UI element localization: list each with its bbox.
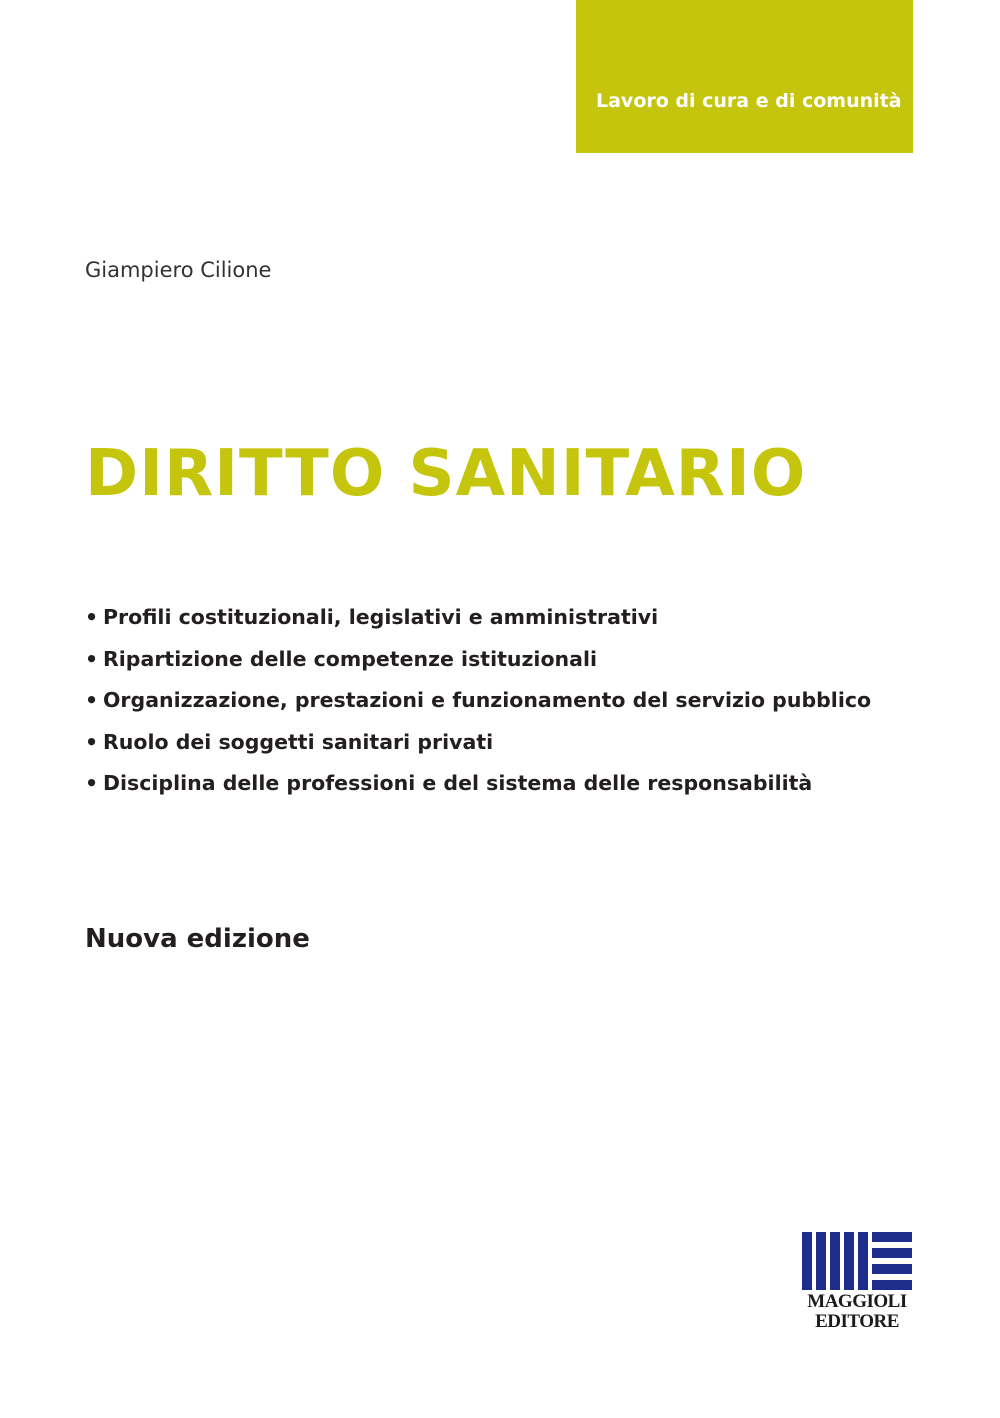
- publisher-subname: EDITORE: [815, 1311, 899, 1332]
- publisher-name: MAGGIOLI: [807, 1291, 907, 1312]
- topic-item: • Ruolo dei soggetti sanitari privati: [85, 729, 494, 754]
- author-name: Giampiero Cilione: [85, 258, 272, 282]
- publisher-logo: [800, 1232, 914, 1332]
- bullet-icon: •: [85, 646, 99, 671]
- bullet-icon: •: [85, 688, 99, 712]
- topic-item: • Profili costituzionali, legislativi e amministrativi: [85, 605, 659, 629]
- edition-label: Nuova edizione: [85, 924, 310, 954]
- book-title: DIRITTO SANITARIO: [85, 437, 807, 511]
- bullet-icon: •: [85, 729, 99, 754]
- topic-item: • Ripartizione delle competenze istituzionali: [85, 646, 598, 671]
- topic-item: • Disciplina delle professioni e del sistema delle responsabilità: [85, 771, 813, 795]
- bullet-icon: •: [85, 771, 99, 795]
- series-banner: [576, 0, 913, 153]
- publisher-logo-icon: [802, 1232, 912, 1290]
- topic-list: [85, 604, 965, 812]
- topic-item: • Organizzazione, prestazioni e funzionamento del servizio pubblico: [85, 688, 872, 712]
- series-label: Lavoro di cura e di comunità: [596, 90, 902, 112]
- bullet-icon: •: [85, 605, 99, 629]
